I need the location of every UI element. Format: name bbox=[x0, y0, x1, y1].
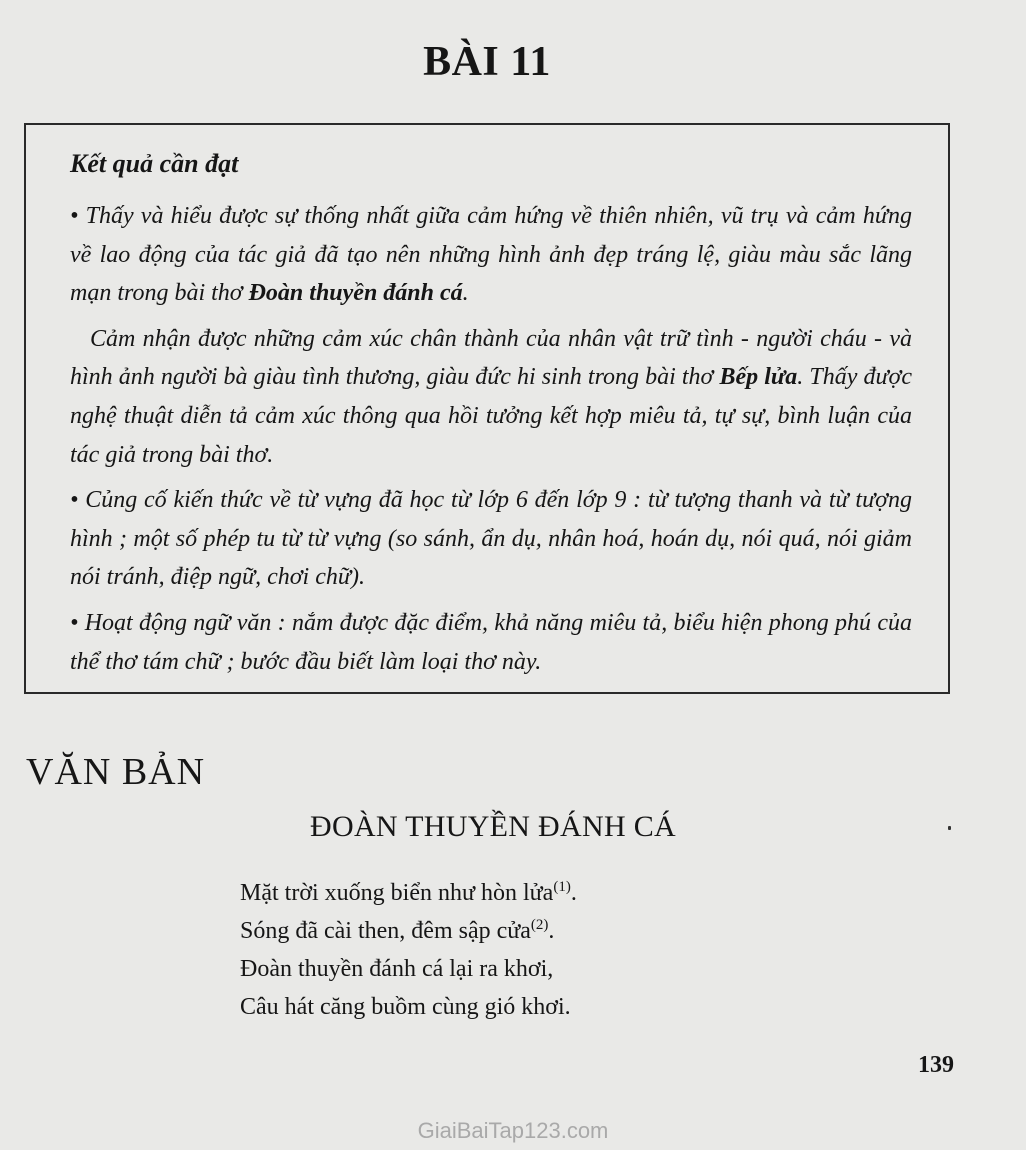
section-heading: VĂN BẢN bbox=[26, 751, 206, 793]
objective-item-4: • Hoạt động ngữ văn : nắm được đặc điểm, khả năng miêu tả, biểu hiện phong phú của thể thơ tám chữ ; bước đầu biết làm loại thơ này. bbox=[70, 609, 912, 675]
objective-item-1 bbox=[70, 197, 912, 313]
objective-item-1-text: • Thấy và hiểu được sự thống nhất giữa cảm hứng về thiên nhiên, vũ trụ và cảm hứng về lao động của tác giả đã tạo nên những hình ảnh đẹp tráng lệ, giàu màu sắc lãng mạn trong bài thơ bbox=[70, 203, 912, 307]
objective-item-2-text: Cảm nhận được những cảm xúc chân thành của nhân vật trữ tình - người cháu - và hình ảnh người bà giàu tình thương, giàu đức hi sinh trong bài thơ bbox=[70, 325, 912, 391]
poem-line-1-text: Mặt trời xuống biển như hòn lửa bbox=[240, 880, 554, 906]
poem-stanza bbox=[240, 874, 577, 1026]
poem-line-2 bbox=[240, 912, 577, 950]
poem-line-2-end: . bbox=[548, 918, 555, 944]
poem-line-3: Đoàn thuyền đánh cá lại ra khơi, bbox=[240, 956, 554, 982]
poem-line-1-end: . bbox=[570, 880, 577, 906]
lesson-title: BÀI 11 bbox=[423, 39, 551, 85]
objective-item-1-end: . bbox=[462, 280, 469, 307]
poem-title: ĐOÀN THUYỀN ĐÁNH CÁ bbox=[310, 810, 676, 843]
print-speck bbox=[948, 826, 951, 830]
footnote-ref-1: (1) bbox=[553, 879, 571, 895]
poem-line-4: Câu hát căng buồm cùng gió khơi. bbox=[240, 994, 571, 1020]
page-number: 139 bbox=[918, 1052, 954, 1078]
poem-line-1 bbox=[240, 874, 577, 912]
watermark: GiaiBaiTap123.com bbox=[417, 1118, 609, 1143]
objectives-list bbox=[70, 197, 912, 688]
objectives-box bbox=[24, 123, 950, 694]
poem-reference-doan-thuyen: Đoàn thuyền đánh cá bbox=[248, 280, 463, 307]
objective-item-2-end: . Thấy được nghệ thuật diễn tả cảm xúc thông qua hồi tưởng kết hợp miêu tả, tự sự, bình luận của tác giả trong bài thơ. bbox=[70, 364, 913, 468]
objectives-heading: Kết quả cần đạt bbox=[70, 149, 239, 178]
footnote-ref-2: (2) bbox=[530, 917, 549, 933]
poem-reference-bep-lua: Bếp lửa bbox=[719, 364, 798, 391]
objective-item-2 bbox=[70, 320, 912, 474]
poem-line-2-text: Sóng đã cài then, đêm sập cửa bbox=[240, 918, 531, 944]
objective-item-3: • Củng cố kiến thức về từ vựng đã học từ lớp 6 đến lớp 9 : từ tượng thanh và từ tượng hình ; một số phép tu từ từ vựng (so sánh, ẩn dụ, nhân hoá, hoán dụ, nói quá, nói giảm nói tránh, điệp ngữ, chơi chữ). bbox=[70, 487, 912, 591]
